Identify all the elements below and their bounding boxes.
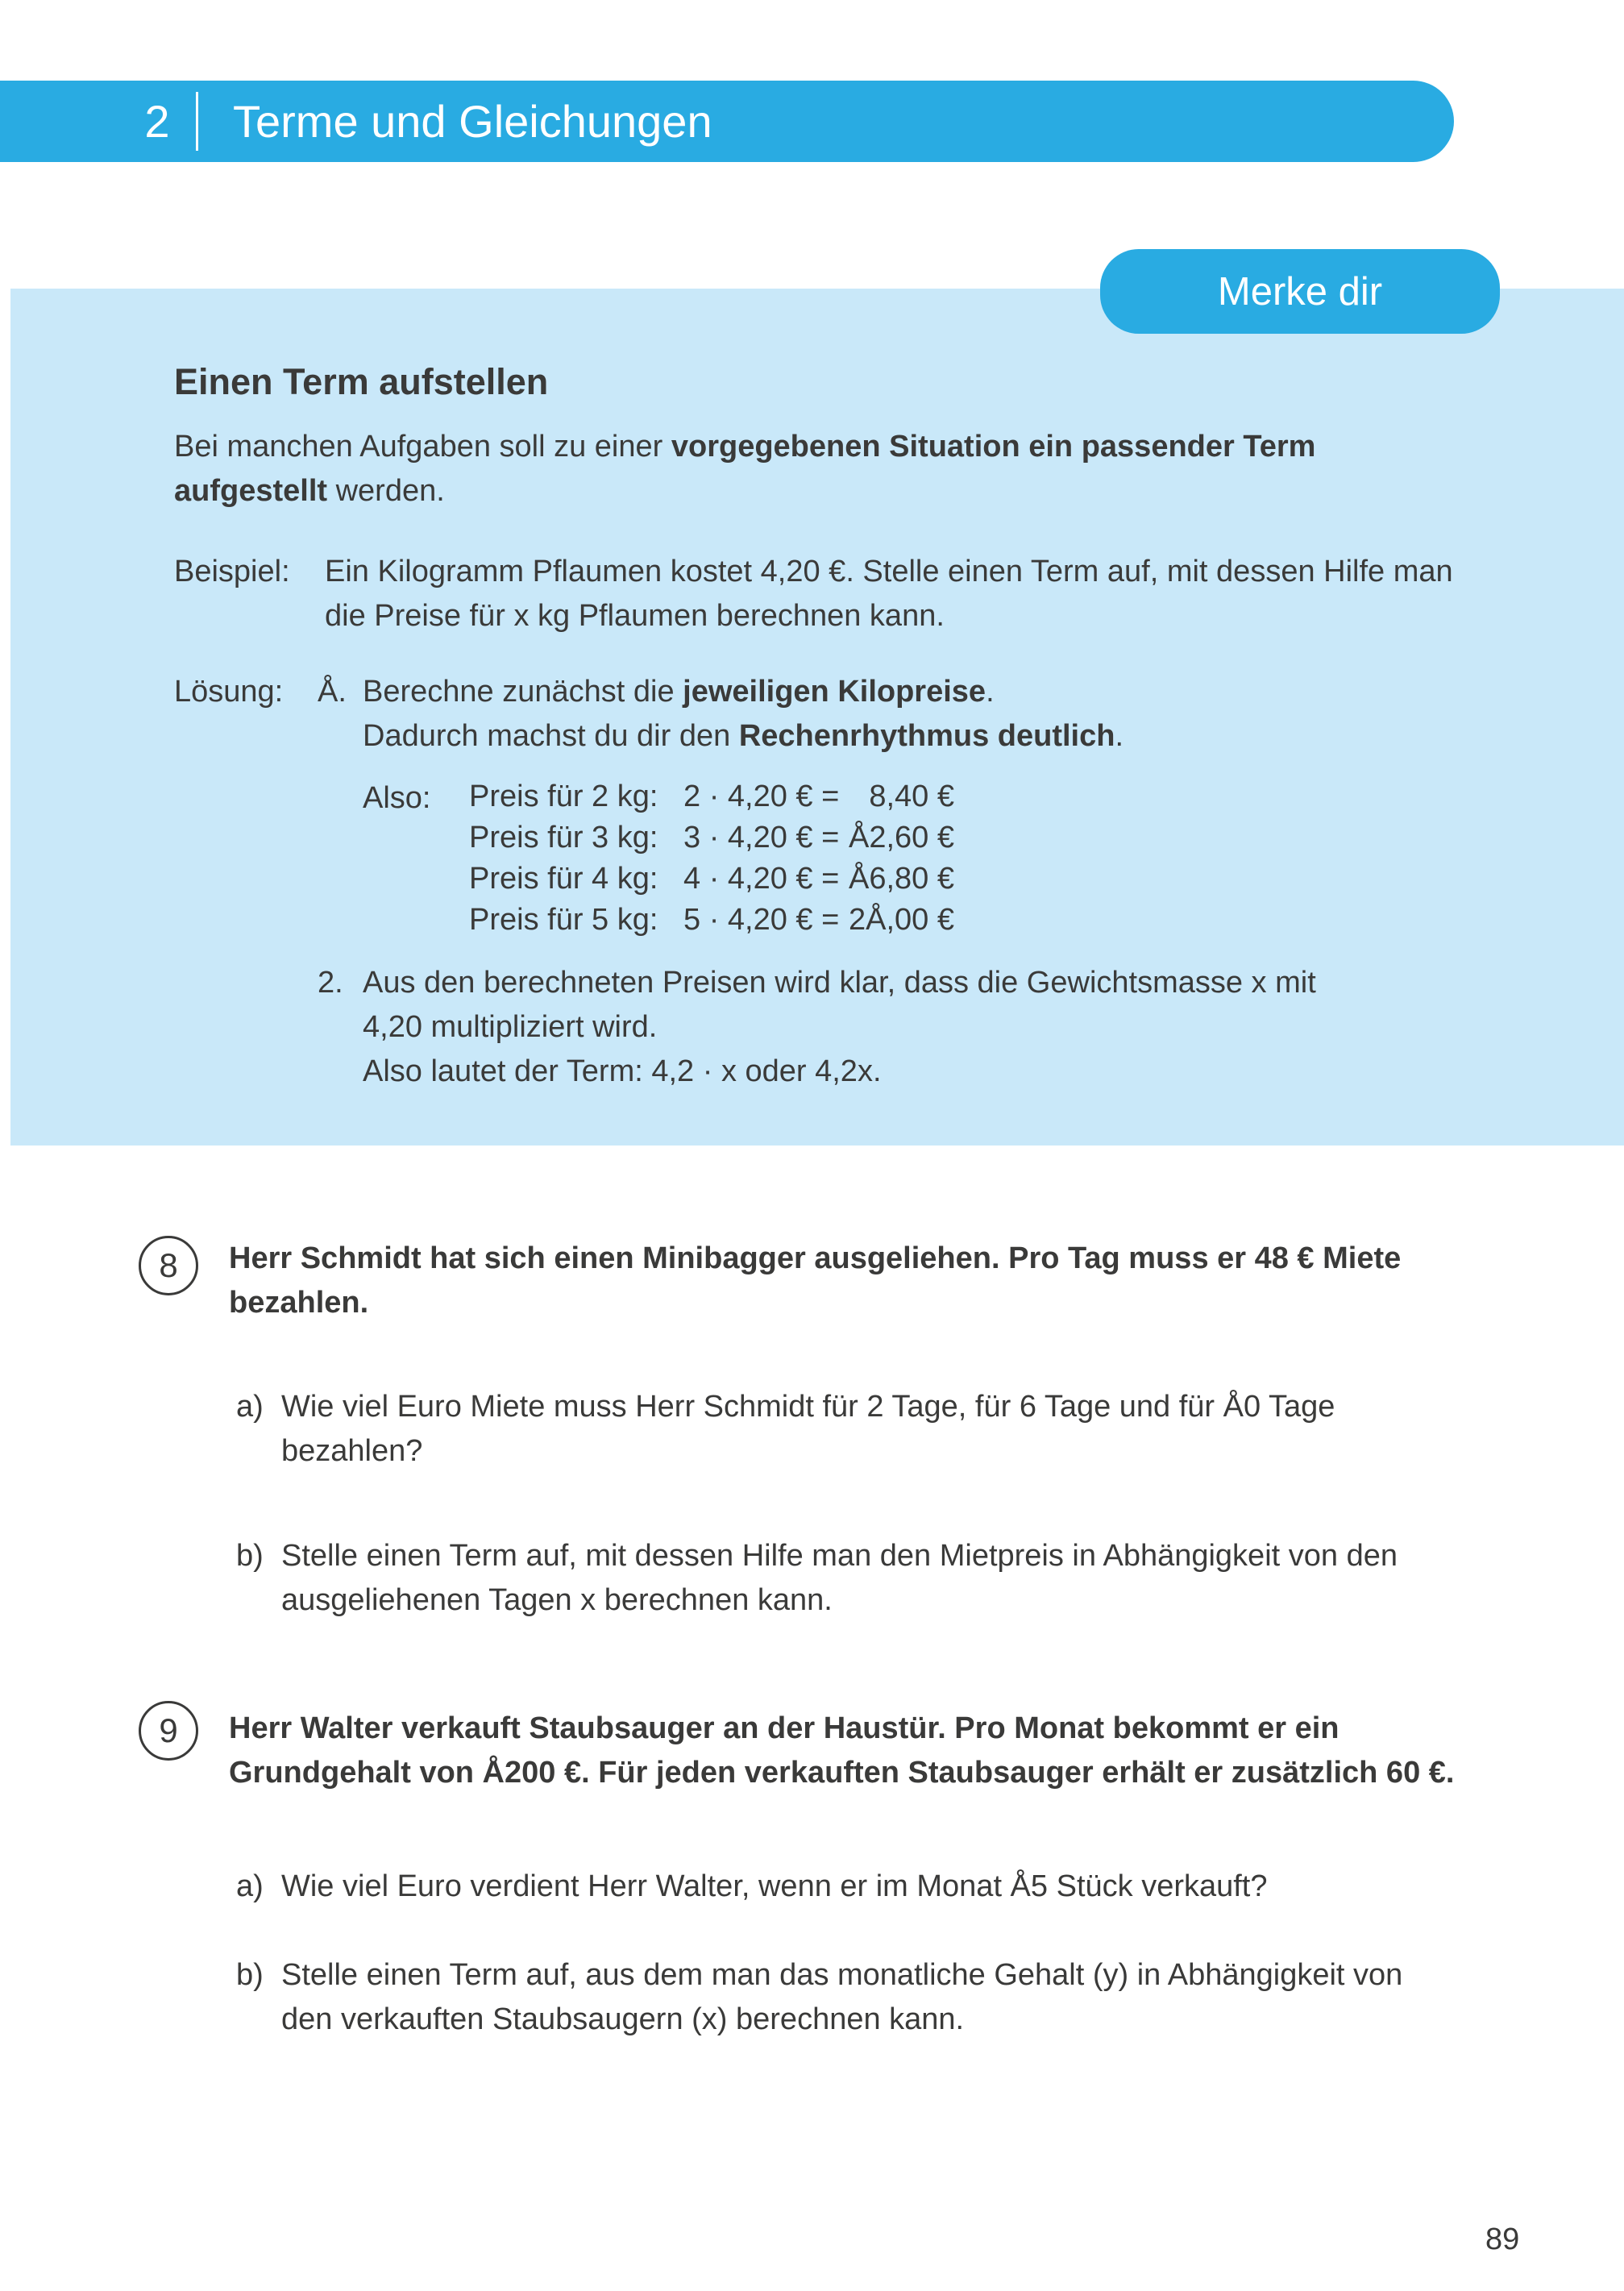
exercise-8-number: 8 — [159, 1246, 178, 1284]
beispiel-line-2: die Preise für x kg Pflaumen berechnen kann. — [325, 599, 945, 633]
box-heading: Einen Term aufstellen — [174, 361, 549, 402]
stem-line: Grundgehalt von Å200 €. Für jeden verkauften Staubsauger erhält er zusätzlich 60 €. — [229, 1756, 1455, 1790]
exercise-9b-marker: b) — [236, 1958, 264, 1992]
exercise-9-number: 9 — [159, 1711, 178, 1749]
step1-line-2: Dadurch machst du dir den Rechenrhythmus deutlich. — [363, 719, 1124, 753]
price-calculation: 4 · 4,20 € = — [683, 862, 840, 896]
header-divider — [196, 92, 198, 151]
price-result: Å2,60 € — [849, 821, 954, 854]
step2-marker: 2. — [318, 966, 343, 1000]
intro-text: werden. — [327, 474, 445, 508]
stem-line: Herr Schmidt hat sich einen Minibagger ausgeliehen. Pro Tag muss er 48 € Miete — [229, 1241, 1402, 1275]
price-label: Preis für 2 kg: — [469, 780, 658, 813]
price-row — [469, 900, 954, 941]
question-line: den verkauften Staubsaugern (x) berechnen kann. — [281, 2002, 965, 2036]
price-row — [469, 776, 954, 817]
also-label: Also: — [363, 781, 431, 815]
beispiel-line-1: Ein Kilogramm Pflaumen kostet 4,20 €. Stelle einen Term auf, mit dessen Hilfe man — [325, 555, 1453, 588]
price-row — [469, 817, 954, 859]
step2-line-3: Also lautet der Term: 4,2 · x oder 4,2x. — [363, 1054, 882, 1088]
question-line: ausgeliehenen Tagen x berechnen kann. — [281, 1583, 833, 1617]
page-number: 89 — [1485, 2222, 1520, 2256]
exercise-8b-marker: b) — [236, 1539, 264, 1573]
question-line: Stelle einen Term auf, mit dessen Hilfe man den Mietpreis in Abhängigkeit von den — [281, 1539, 1398, 1573]
merke-dir-badge: Merke dir — [1100, 249, 1500, 334]
intro-paragraph — [174, 425, 1315, 514]
price-row — [469, 859, 954, 900]
exercise-8a-text — [281, 1385, 1335, 1474]
step2-line-2: 4,20 multipliziert wird. — [363, 1010, 658, 1044]
loesung-label: Lösung: — [174, 675, 284, 709]
question-line: Wie viel Euro verdient Herr Walter, wenn er im Monat Å5 Stück verkauft? — [281, 1869, 1268, 1903]
exercise-9-number-circle — [139, 1701, 198, 1761]
exercise-9a-marker: a) — [236, 1869, 264, 1903]
price-result: 8,40 € — [869, 780, 954, 813]
exercise-9-stem — [229, 1707, 1454, 1795]
exercise-8-stem — [229, 1237, 1401, 1325]
step1-marker: Å. — [318, 675, 347, 709]
exercise-8-number-circle — [139, 1236, 198, 1295]
stem-line: bezahlen. — [229, 1286, 369, 1320]
price-result: Å6,80 € — [849, 862, 954, 896]
intro-text: Bei manchen Aufgaben soll zu einer — [174, 430, 671, 464]
beispiel-label: Beispiel: — [174, 555, 290, 588]
question-line: bezahlen? — [281, 1434, 423, 1468]
step2-text — [363, 961, 1316, 1094]
exercise-9b-text — [281, 1953, 1402, 2042]
price-calculation: 5 · 4,20 € = — [683, 903, 840, 937]
price-table — [469, 776, 954, 941]
exercise-8a-marker: a) — [236, 1390, 264, 1424]
price-label: Preis für 5 kg: — [469, 903, 658, 937]
step1-text — [363, 670, 1124, 759]
question-line: Stelle einen Term auf, aus dem man das monatliche Gehalt (y) in Abhängigkeit von — [281, 1958, 1403, 1992]
stem-line: Herr Walter verkauft Staubsauger an der Haustür. Pro Monat bekommt er ein — [229, 1711, 1339, 1745]
price-calculation: 3 · 4,20 € = — [683, 821, 840, 854]
chapter-number: 2 — [144, 96, 170, 147]
intro-bold-text: aufgestellt — [174, 474, 328, 508]
price-label: Preis für 3 kg: — [469, 821, 658, 854]
exercise-8b-text — [281, 1534, 1398, 1623]
price-result: 2Å,00 € — [849, 903, 954, 937]
chapter-title: Terme und Gleichungen — [233, 96, 712, 147]
price-calculation: 2 · 4,20 € = — [683, 780, 840, 813]
step2-line-1: Aus den berechneten Preisen wird klar, dass die Gewichtsmasse x mit — [363, 966, 1316, 1000]
step1-line-1: Berechne zunächst die jeweiligen Kilopreise. — [363, 675, 995, 709]
beispiel-text — [325, 550, 1453, 638]
question-line: Wie viel Euro Miete muss Herr Schmidt für 2 Tage, für 6 Tage und für Å0 Tage — [281, 1390, 1335, 1424]
chapter-header-bar — [0, 81, 1454, 162]
price-label: Preis für 4 kg: — [469, 862, 658, 896]
intro-line-1 — [174, 425, 1315, 469]
intro-line-2 — [174, 469, 1315, 514]
intro-bold-text: vorgegebenen Situation ein passender Term — [671, 430, 1316, 464]
exercise-9a-text — [281, 1865, 1268, 1909]
